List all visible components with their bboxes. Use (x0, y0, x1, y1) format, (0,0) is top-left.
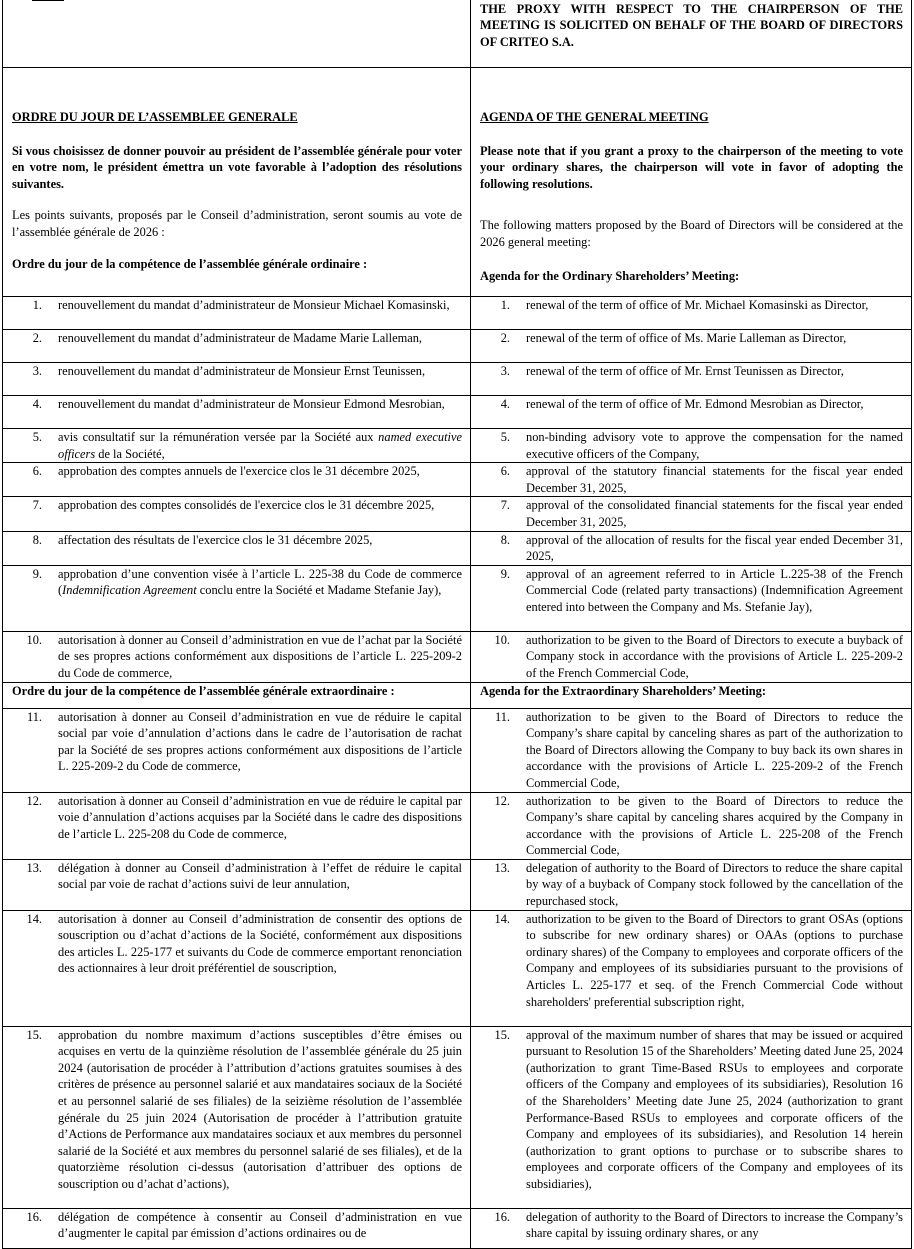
agenda-item-en (471, 566, 911, 616)
item-number: 1. (32, 298, 42, 312)
agenda-row (3, 463, 912, 497)
item-number: 2. (500, 331, 510, 345)
agenda-item-en (471, 532, 911, 565)
agenda-row (3, 910, 912, 1026)
item-text: approval of an agreement referred to in Article L.225-38 of the French Commercial Code (related party transactions) (Indemnification Agreement entered into between the Company and Ms. Stefanie Jay), (526, 566, 903, 614)
item-text: renewal of the term of office of Mr. Edmond Mesrobian as Director, (526, 397, 864, 411)
item-text: autorisation à donner au Conseil d’administration en vue de réduire le capital par voie d’annulation d’actions acquises par la Société dans le cadre des dispositions de l’article L. 225-208 du Code de commerce, (58, 793, 462, 841)
item-number: 6. (500, 464, 510, 479)
extraordinary-heading-row (3, 682, 912, 708)
proxy-text-en: Please note that if you grant a proxy to the chairperson of the meeting to vote your ordinary shares, the chairperson will vote in favor of adopting the following resolutions. (480, 143, 903, 191)
agenda-item-fr (3, 363, 470, 380)
extraordinary-heading-en: Agenda for the Extraordinary Shareholders’ Meeting: (480, 683, 766, 698)
intro-row (3, 68, 912, 297)
agenda-item-fr (3, 330, 470, 347)
agenda-item-fr (3, 297, 470, 314)
item-number: 4. (500, 397, 510, 411)
agenda-row (3, 497, 912, 531)
item-text-part: avis consultatif sur la rémunération versée par la Société aux (58, 430, 379, 444)
item-text-italic: Indemnification Agreement (62, 583, 197, 598)
agenda-item-en (471, 363, 911, 380)
item-text: authorization to be given to the Board of Directors to grant OSAs (options to subscribe for new ordinary shares) or OAAs (options to purchase ordinary shares) of the Company to employees and corporate officers of the Company and employees of its subsidiaries pursuant to the provisions of Articles L. 225-177 et seq. of the French Commercial Code without shareholders' preferential subscription right, (526, 911, 903, 1009)
agenda-item-fr (3, 532, 470, 549)
item-text: approval of the statutory financial statements for the fiscal year ended December 31, 2025, (526, 464, 903, 495)
item-number: 14. (26, 911, 42, 926)
agenda-item-en (471, 860, 911, 910)
item-number: 15. (26, 1027, 42, 1042)
agenda-row (3, 708, 912, 792)
item-text: approbation des comptes consolidés de l'exercice clos le 31 décembre 2025, (58, 498, 435, 513)
agenda-item-fr (3, 793, 470, 843)
proxy-note: THE PROXY WITH RESPECT TO THE CHAIRPERSON OF THE MEETING IS SOLICITED ON BEHALF OF THE BOARD OF DIRECTORS OF CRITEO S.A. (480, 2, 903, 49)
agenda-row (3, 363, 912, 396)
item-text: autorisation à donner au Conseil d’administration en vue de l’achat par la Société de ses propres actions conformément aux dispositions de l’article L. 225-209-2 du Code de commerce, (58, 632, 462, 680)
item-number: 4. (32, 397, 42, 411)
agenda-item-fr (3, 911, 470, 977)
item-number: 8. (500, 532, 510, 547)
item-text: approval of the allocation of results for the fiscal year ended December 31, 2025, (526, 532, 903, 564)
item-text: non-binding advisory vote to approve the compensation for the named executive officers of the Company, (526, 430, 903, 461)
item-text-part: approbation d’une convention visée à l’article L. 225-38 du Code de commerce ( (58, 566, 462, 598)
agenda-heading-fr: ORDRE DU JOUR DE L’ASSEMBLEE GENERALE (12, 110, 298, 124)
proxy-text-fr: Si vous choisissez de donner pouvoir au président de l’assemblée générale pour voter en votre nom, le président émettra un vote favorable à l’adoption des résolutions suivantes. (12, 143, 462, 191)
agenda-row (3, 631, 912, 682)
item-number: 7. (500, 498, 510, 513)
item-number: 9. (500, 566, 510, 581)
item-text (58, 566, 462, 599)
item-number: 12. (26, 793, 42, 808)
item-text: approbation des comptes annuels de l'exercice clos le 31 décembre 2025, (58, 464, 420, 479)
item-text: renewal of the term of office of Mr. Michael Komasinski as Director, (526, 298, 869, 312)
item-number: 5. (32, 430, 42, 444)
item-text: approval of the consolidated financial statements for the fiscal year ended December 31, 2025, (526, 498, 903, 529)
agenda-row (3, 1208, 912, 1248)
agenda-item-en (471, 793, 911, 859)
proxy-note-fr-cell (3, 0, 471, 68)
extraordinary-heading-fr: Ordre du jour de la compétence de l’assemblée générale extraordinaire : (12, 683, 395, 698)
item-text: delegation of authority to the Board of Directors to reduce the share capital by way of a buyback of Company stock followed by the cancellation of the repurchased stock, (526, 860, 903, 909)
agenda-row (3, 297, 912, 330)
item-text: affectation des résultats de l'exercice clos le 31 décembre 2025, (58, 532, 373, 547)
agenda-item-en (471, 911, 911, 1011)
intro-en-cell (471, 68, 912, 297)
agenda-item-en (471, 463, 911, 496)
agenda-item-fr (3, 497, 470, 514)
item-text (58, 429, 462, 462)
item-number: 10. (26, 632, 42, 647)
item-number: 16. (494, 1209, 510, 1224)
item-number: 16. (26, 1209, 42, 1224)
item-text-italic: named executive officers (58, 430, 462, 461)
intro-text-en: The following matters proposed by the Board of Directors will be considered at the 2026 general meeting: (480, 218, 903, 249)
agenda-row (3, 330, 912, 363)
item-text: renouvellement du mandat d’administrateur de Monsieur Edmond Mesrobian, (58, 397, 445, 411)
item-text: delegation of authority to the Board of Directors to increase the Company’s share capital by issuing ordinary shares, or any (526, 1209, 903, 1241)
item-number: 10. (494, 632, 510, 647)
agenda-item-fr (3, 463, 470, 480)
agenda-item-en (471, 297, 911, 314)
item-number: 8. (32, 532, 42, 547)
item-text: autorisation à donner au Conseil d’administration en vue de réduire le capital social par voie d’annulation d’actions dans le cadre de l’autorisation de rachat par la Société de ses propres actions conformément aux dispositions de l’article L. 225-209-2 du Code de commerce, (58, 709, 462, 774)
item-text: renewal of the term of office of Mr. Ernst Teunissen as Director, (526, 364, 844, 378)
agenda-row (3, 792, 912, 859)
intro-fr-cell (3, 68, 471, 297)
agenda-item-fr (3, 566, 470, 599)
item-text: authorization to be given to the Board of Directors to reduce the Company’s share capital by canceling shares acquired by the Company in accordance with the provisions of Article L. 225-208 of the French Commercial Code, (526, 793, 903, 858)
agenda-item-en (471, 632, 911, 682)
agenda-row (3, 1026, 912, 1208)
item-text: délégation de compétence à consentir au Conseil d’administration en vue d’augmenter le capital par émission d’actions ordinaires ou de (58, 1209, 462, 1241)
agenda-row (3, 565, 912, 631)
agenda-item-fr (3, 709, 470, 775)
item-text: approbation du nombre maximum d’actions susceptibles d’être émises ou acquises en vertu de la quinzième résolution de l’assemblée générale du 25 juin 2024 (autorisation de procéder à l’attribution d’actions gratuites soumises à des critères de présence au personnel salarié et aux mandataires sociaux de la Société et au personnel salarié de ses filiales) de la seizième résolution de l’assemblée générale du 25 juin 2024 (Autorisation de procéder à l’attribution gratuite d’Actions de Performance aux mandataires sociaux et aux membres du personnel salarié de la Société et aux membres du personnel salarié de ses filiales), et de la quatorzième résolution ci-dessus (autorisation d’attribuer des options de souscription ou d’achat d’actions), (58, 1027, 462, 1191)
agenda-item-fr (3, 429, 470, 462)
proxy-note-en-cell (471, 0, 912, 68)
item-text: authorization to be given to the Board of Directors to execute a buyback of Company stock in accordance with the provisions of Article L. 225-209-2 of the French Commercial Code, (526, 632, 903, 680)
agenda-row (3, 396, 912, 429)
item-number: 11. (26, 709, 42, 724)
item-number: 3. (500, 364, 510, 378)
item-text: autorisation à donner au Conseil d’administration de consentir des options de souscription ou d’achat d’actions de la Société, conformément aux dispositions des articles L. 225-177 et suivants du Code de commerce emportant renonciation des actionnaires à leur droit préférentiel de souscription, (58, 911, 462, 976)
agenda-row (3, 429, 912, 463)
agenda-item-en (471, 497, 911, 530)
agenda-heading-en: AGENDA OF THE GENERAL MEETING (480, 110, 709, 124)
item-text-part: conclu entre la Société et Madame Stefanie Jay), (196, 583, 442, 598)
item-number: 1. (500, 298, 510, 312)
ordinary-heading-en: Agenda for the Ordinary Shareholders’ Meeting: (480, 268, 740, 283)
item-number: 6. (32, 464, 42, 479)
item-number: 14. (494, 911, 510, 926)
agenda-item-en (471, 709, 911, 792)
ordinary-heading-fr: Ordre du jour de la compétence de l’assemblée générale ordinaire : (12, 256, 368, 271)
item-text: approval of the maximum number of shares that may be issued or acquired pursuant to Resolution 15 of the Shareholders’ Meeting dated June 25, 2024 (authorization to grant Time-Based RSUs to employees and corporate officers of the Company and employees of its subsidiaries), Resolution 16 of the Shareholders’ Meeting date June 25, 2024 (authorization to grant Performance-Based RSUs to employees and corporate officers of the Company and employees of its subsidiaries), and Resolution 14 herein (authorization to grant options to purchase or to subscribe shares to employees and corporate officers of the Company and employees of its subsidiaries), (526, 1027, 903, 1191)
item-number: 13. (26, 860, 42, 875)
item-text: renouvellement du mandat d’administrateur de Monsieur Michael Komasinski, (58, 298, 450, 312)
proxy-note-row (3, 0, 912, 68)
item-text: renouvellement du mandat d’administrateur de Madame Marie Lalleman, (58, 331, 423, 345)
item-text: délégation à donner au Conseil d’administration à l’effet de réduire le capital social par voie de rachat d’actions suivi de leur annulation, (58, 860, 462, 892)
item-number: 9. (32, 566, 42, 581)
item-number: 2. (32, 331, 42, 345)
item-number: 5. (500, 430, 510, 444)
agenda-row (3, 531, 912, 565)
item-number: 15. (494, 1027, 510, 1042)
item-number: 3. (32, 364, 42, 378)
item-text-part: de la Société, (95, 446, 165, 461)
agenda-item-en (471, 396, 911, 413)
agenda-item-en (471, 330, 911, 347)
item-text: renouvellement du mandat d’administrateur de Monsieur Ernst Teunissen, (58, 364, 426, 378)
intro-text-fr: Les points suivants, proposés par le Conseil d’administration, seront soumis au vote de l’assemblée générale de 2026 : (12, 208, 462, 239)
item-number: 13. (494, 860, 510, 875)
agenda-item-en (471, 1027, 911, 1193)
agenda-item-fr (3, 860, 470, 893)
item-number: 11. (494, 709, 510, 724)
item-text: authorization to be given to the Board of Directors to reduce the Company’s share capital by canceling shares as part of the authorization to the Board of Directors allowing the Company to buy back its own shares in accordance with the provisions of Article L. 225-209-2 of the French Commercial Code, (526, 709, 903, 790)
agenda-item-en (471, 1209, 911, 1242)
agenda-item-fr (3, 1209, 470, 1242)
item-number: 7. (32, 498, 42, 513)
agenda-item-fr (3, 396, 470, 413)
item-number: 12. (494, 793, 510, 808)
agenda-item-en (471, 429, 911, 462)
agenda-row (3, 859, 912, 910)
bilingual-agenda-table (2, 0, 912, 1249)
agenda-item-fr (3, 632, 470, 682)
agenda-item-fr (3, 1027, 470, 1193)
item-text: renewal of the term of office of Ms. Marie Lalleman as Director, (526, 331, 847, 345)
